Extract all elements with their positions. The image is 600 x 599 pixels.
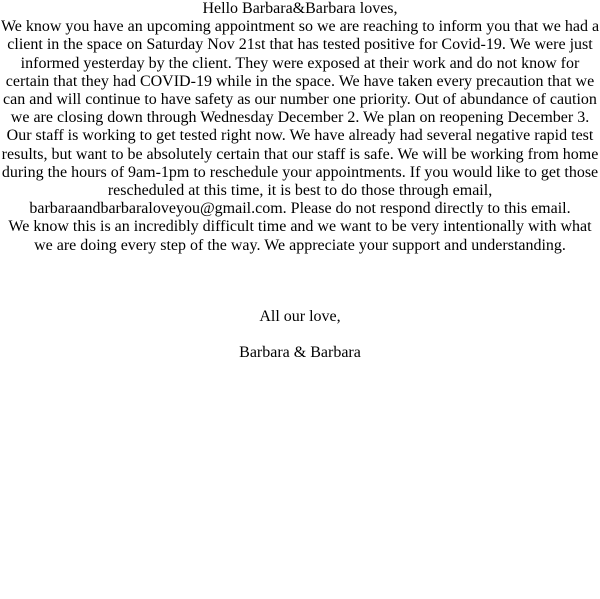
message-paragraph: We know this is an incredibly difficult time and we want to be very intentionally with what we are doing every step of the way. We appreciate your support and understanding. [8, 218, 592, 254]
spacer [0, 326, 600, 344]
greeting: Hello Barbara&Barbara loves, [202, 0, 398, 17]
closing-line: All our love, [259, 307, 341, 325]
signature: Barbara & Barbara [239, 344, 361, 362]
message-paragraph: We know you have an upcoming appointment so we are reaching to inform you that we had a client in the space on Saturday Nov 21st that has tested positive for Covid-19. We were just informed yesterday by the client. They were exposed at their work and do not know for certain that they had COVID-19 while in the space. We have taken every precaution that we can and will continue to have safety as our number one priority. Out of abundance of caution we are closing down through Wednesday December 2. We plan on reopening December 3. Our staff is working to get tested right now. We have already had several negative rapid test results, but want to be absolutely certain that our staff is safe. We will be working from home during the hours of 9am-1pm to reschedule your appointments. If you would like to get those rescheduled at this time, it is best to do those through email, barbaraandbarbaraloveyou@gmail.com. Please do not respond directly to this email. [0, 18, 600, 218]
spacer [0, 255, 600, 308]
